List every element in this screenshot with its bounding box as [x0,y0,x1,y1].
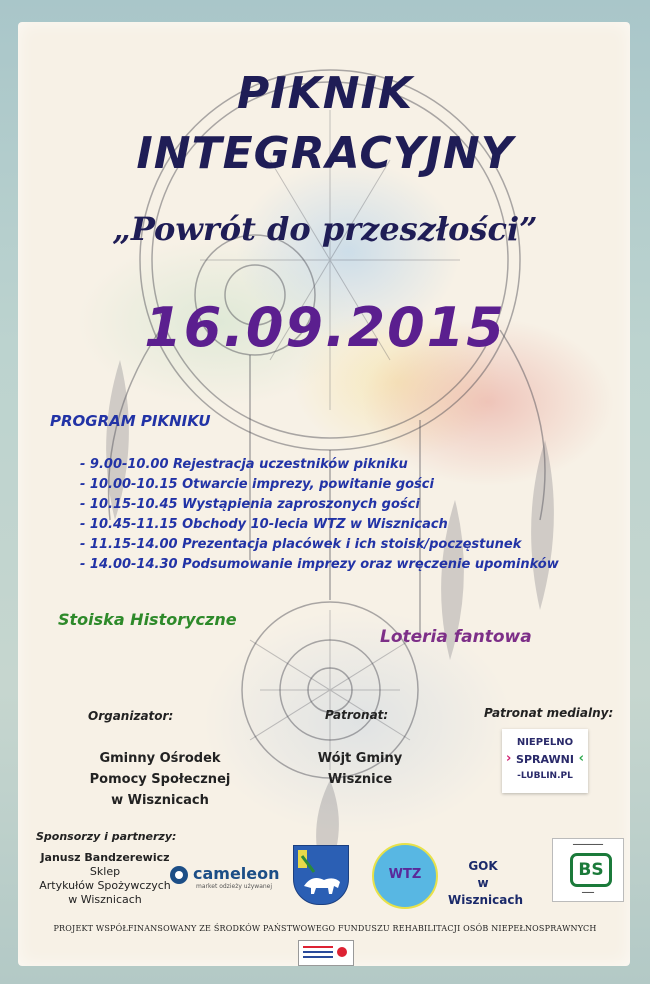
gok-text [448,858,523,909]
patron-label: Patronat: [325,708,389,722]
organizer-line: Pomocy Społecznej [89,772,231,787]
cameleon-tagline: market odzieży używanej [196,883,273,890]
program-item: - 10.15-10.45 Wystąpienia zaproszonych gości [80,497,420,512]
gok-line: GOK [468,859,498,873]
sponsor-line: w Wisznicach [68,893,142,906]
organizer-name [50,748,270,811]
sponsor-line: Artykułów Spożywczych [39,879,171,892]
organizer-label: Organizator: [88,709,174,723]
organizer-line: w Wisznicach [111,793,209,808]
media-patron-label: Patronat medialny: [484,706,614,720]
chevron-right-icon: › [506,751,512,766]
cameleon-logo [166,862,281,894]
sponsors-label: Sponsorzy i partnerzy: [36,830,177,843]
sponsor-line: Sklep [89,865,121,878]
title-line-1: PIKNIK [236,68,413,119]
patron-line: Wójt Gminy [317,751,403,766]
sponsor-name: Janusz Bandzerewicz [40,851,170,864]
program-item: - 11.15-14.00 Prezentacja placówek i ich stoisk/poczęstunek [80,537,522,552]
organizer-line: Gminny Ośrodek [99,751,221,766]
cameleon-logo-icon [170,866,188,884]
program-item: - 9.00-10.00 Rejestracja uczestników pikniku [80,457,408,472]
media-logo-line: -LUBLIN.PL [517,771,573,781]
title-line-2: INTEGRACYJNY [136,128,514,179]
gok-line: w Wisznicach [448,876,523,907]
bs-logo-bottom-text: ━━━━ [581,890,595,896]
program-item: - 10.00-10.15 Otwarcie imprezy, powitanie gości [80,477,434,492]
patron-name [280,748,440,790]
bs-logo-top-text: ━━━━━━━━━━ [572,842,604,848]
event-date: 16.09.2015 [144,296,506,359]
program-list [80,455,559,575]
loteria-fantowa-label: Loteria fantowa [380,627,532,647]
wtz-logo-icon [372,843,438,909]
sponsor-bandzerewicz [30,851,180,907]
niepelnosprawni-logo [502,729,588,793]
bs-bank-logo-icon [552,838,624,902]
wtz-logo-text: WTZ [388,867,422,882]
event-subtitle: „Powrót do przeszłości” [112,210,538,248]
program-item: - 10.45-11.15 Obchody 10-lecia WTZ w Wisznicach [80,517,448,532]
stoiska-historyczne-label: Stoiska Historyczne [58,610,237,629]
program-heading: PROGRAM PIKNIKU [50,412,211,430]
chevron-left-icon: ‹ [578,751,584,766]
program-item: - 14.00-14.30 Podsumowanie imprezy oraz wręczenie upominków [80,557,559,572]
footer-note: PROJEKT WSPÓŁFINANSOWANY ZE ŚRODKÓW PAŃSTWOWEGO FUNDUSZU REHABILITACJI OSÓB NIEPEŁNOSPRAWNYCH [53,924,597,933]
media-logo-line: NIEPELNO [516,737,574,748]
bs-logo-mark: BS [570,853,612,887]
coat-of-arms-icon [293,845,349,905]
pfron-logo-icon [298,940,354,966]
patron-line: Wisznice [327,772,393,787]
cameleon-name: cameleon [193,864,280,883]
media-logo-line: SPRAWNI [516,753,574,766]
